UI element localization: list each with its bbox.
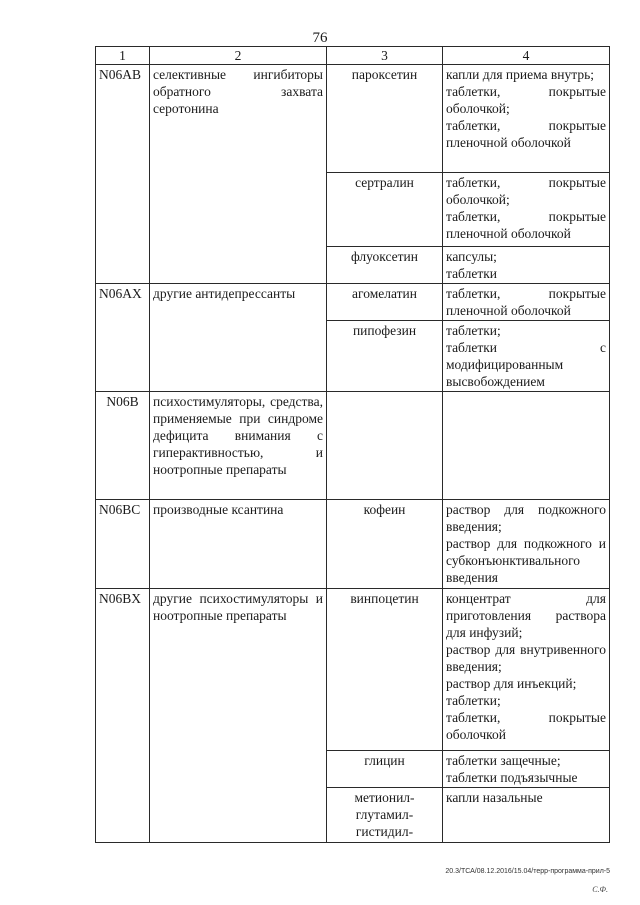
dosage-form: таблетки подъязычные — [446, 770, 578, 785]
atc-code: N06B — [96, 392, 150, 500]
dosage-form: капли для приема внутрь; — [446, 67, 594, 82]
active-ingredient: сертралин — [327, 173, 443, 247]
atc-group-name: психостимуляторы, средства, применяемые при синдроме дефицита внимания с гиперактивностью, и ноотропные препараты — [150, 392, 327, 500]
dosage-form: раствор для подкожного и субконъюнктивального введения — [446, 536, 606, 585]
active-ingredient — [327, 392, 443, 500]
dosage-form: таблетки, покрытые пленочной оболочкой — [446, 286, 606, 318]
dosage-forms — [443, 788, 610, 843]
dosage-forms — [443, 589, 610, 751]
dosage-form: таблетки; — [446, 693, 501, 708]
dosage-form: таблетки, покрытые оболочкой — [446, 710, 606, 742]
dosage-form: таблетки; — [446, 323, 501, 338]
dosage-forms — [443, 751, 610, 788]
dosage-form: концентрат для приготовления раствора для инфузий; — [446, 591, 606, 640]
dosage-form: раствор для подкожного введения; — [446, 502, 606, 534]
active-ingredient: пароксетин — [327, 65, 443, 173]
dosage-form: таблетки — [446, 266, 498, 281]
atc-group-name: другие антидепрессанты — [150, 284, 327, 392]
header-cell-3: 3 — [327, 47, 443, 65]
active-ingredient: глицин — [327, 751, 443, 788]
table-row — [96, 589, 610, 751]
dosage-form: капли назальные — [446, 790, 543, 805]
dosage-forms — [443, 284, 610, 321]
dosage-form: таблетки, покрытые пленочной оболочкой — [446, 209, 606, 241]
atc-code: N06AX — [96, 284, 150, 392]
drug-list-table — [95, 46, 610, 843]
table-row — [96, 392, 610, 500]
dosage-forms — [443, 65, 610, 173]
document-reference-code: 20.3/ТСА/08.12.2016/15.04/терр-программа-прил-5 — [445, 868, 610, 875]
footer-mark: С.Ф. — [592, 885, 608, 894]
active-ingredient: кофеин — [327, 500, 443, 589]
dosage-forms — [443, 392, 610, 500]
table-row — [96, 284, 610, 321]
dosage-form: таблетки защечные; — [446, 753, 561, 768]
atc-code: N06AB — [96, 65, 150, 284]
active-ingredient: флуоксетин — [327, 247, 443, 284]
atc-group-name: другие психостимуляторы и ноотропные препараты — [150, 589, 327, 843]
dosage-forms — [443, 247, 610, 284]
dosage-form: раствор для внутривенного введения; — [446, 642, 606, 674]
active-ingredient: метионил-глутамил-гистидил- — [327, 788, 443, 843]
dosage-forms — [443, 500, 610, 589]
dosage-form: капсулы; — [446, 249, 497, 264]
dosage-form: таблетки, покрытые оболочкой; — [446, 84, 606, 116]
active-ingredient: пипофезин — [327, 321, 443, 392]
header-cell-4: 4 — [443, 47, 610, 65]
atc-group-name: производные ксантина — [150, 500, 327, 589]
active-ingredient: агомелатин — [327, 284, 443, 321]
dosage-form: таблетки, покрытые оболочкой; — [446, 175, 606, 207]
dosage-form: таблетки, покрытые пленочной оболочкой — [446, 118, 606, 150]
table-row — [96, 500, 610, 589]
atc-code: N06BX — [96, 589, 150, 843]
table-row — [96, 65, 610, 173]
dosage-form: таблетки с модифицированным высвобождением — [446, 340, 606, 389]
active-ingredient: винпоцетин — [327, 589, 443, 751]
dosage-forms — [443, 173, 610, 247]
dosage-forms — [443, 321, 610, 392]
header-cell-2: 2 — [150, 47, 327, 65]
page-number: 76 — [312, 30, 328, 46]
table-header-row — [96, 47, 610, 65]
atc-group-name: селективные ингибиторы обратного захвата серотонина — [150, 65, 327, 284]
header-cell-1: 1 — [96, 47, 150, 65]
atc-code: N06BC — [96, 500, 150, 589]
dosage-form: раствор для инъекций; — [446, 676, 577, 691]
